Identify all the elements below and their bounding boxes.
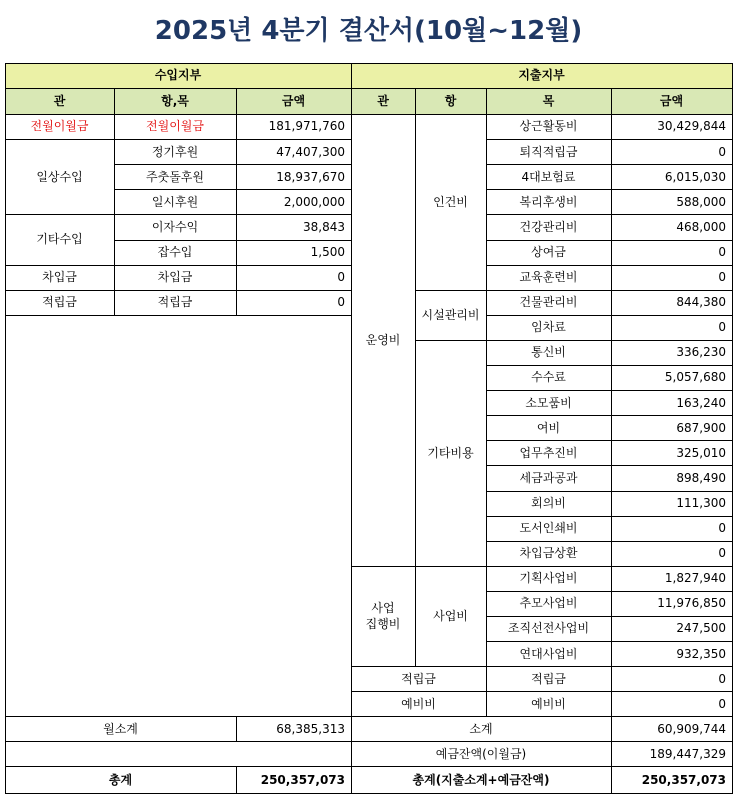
expense-mok-cell: 도서인쇄비 [519,521,578,536]
expense-col-header-kwan: 관 [351,88,415,114]
grid-line [5,139,352,140]
grid-line [415,340,733,341]
grid-line [236,766,237,794]
expense-section-header: 지출지부 [351,63,732,88]
expense-kwan-contingency: 예비비 [401,696,436,711]
income-amount-cell: 1,500 [310,244,345,259]
expense-amount-cell: 0 [718,546,726,561]
grid-line [486,265,733,266]
grid-line [486,641,733,642]
expense-mok-cell: 퇴직적립금 [519,144,578,159]
expense-mok-cell: 회의비 [531,495,566,510]
grid-line [486,591,733,592]
expense-amount-cell: 11,976,850 [657,596,726,611]
grid-line [486,189,733,190]
expense-mok-cell: 적립금 [531,671,566,686]
expense-amount-cell: 111,300 [676,495,726,510]
expense-mok-cell: 여비 [536,420,561,435]
expense-amount-cell: 0 [718,521,726,536]
grid-line [114,88,115,115]
expense-amount-cell: 0 [718,671,726,686]
income-hang-cell: 주춧돌후원 [146,169,204,184]
income-kwan-cell: 적립금 [42,295,77,310]
grid-line [351,566,733,567]
expense-mok-cell: 소모품비 [525,395,572,410]
grid-line [236,88,237,115]
expense-amount-cell: 0 [718,144,726,159]
expense-subtotal-value: 60,909,744 [657,721,726,736]
grid-line [486,214,733,215]
grid-line [486,465,733,466]
expense-mok-cell: 예비비 [531,696,566,711]
income-subtotal-value: 68,385,313 [276,721,345,736]
expense-kwan-business: 사업 집행비 [365,600,401,631]
grid-line [236,716,237,742]
income-hang-cell: 일시후원 [151,194,199,209]
grid-line [415,290,733,291]
expense-amount-cell: 844,380 [676,295,726,310]
income-hang-cell: 잡수입 [157,244,193,259]
grid-line [486,440,733,441]
expense-mok-cell: 추모사업비 [519,596,578,611]
income-kwan-cell: 차입금 [42,270,77,285]
expense-mok-cell: 건물관리비 [519,295,578,310]
grid-line [486,315,733,316]
grid-line [415,114,416,667]
grid-line [486,365,733,366]
grid-line [611,88,612,115]
grid-line [486,541,733,542]
grid-line [5,793,733,794]
expense-mok-cell: 교육훈련비 [519,270,578,285]
grid-line [486,390,733,391]
grid-line [486,164,733,165]
grid-line [351,666,733,667]
grid-line [5,716,733,717]
grid-line [486,240,733,241]
grid-line [5,63,6,794]
expense-mok-cell: 기획사업비 [519,571,578,586]
expense-amount-cell: 1,827,940 [664,571,726,586]
income-kwan-cell: 전월이월금 [30,119,89,134]
expense-balance-label: 예금잔액(이월금) [435,746,527,761]
grid-line [486,491,733,492]
expense-mok-cell: 업무추진비 [519,445,578,460]
expense-mok-cell: 조직선전사업비 [507,621,590,636]
expense-amount-cell: 325,010 [676,445,726,460]
income-section-header: 수입지부 [5,63,351,88]
expense-amount-cell: 468,000 [676,219,726,234]
income-amount-cell: 38,843 [303,219,345,234]
expense-mok-cell: 건강관리비 [519,219,578,234]
grid-line [5,214,352,215]
income-hang-cell: 전월이월금 [146,119,204,134]
income-amount-cell: 47,407,300 [276,144,345,159]
grid-line [486,139,733,140]
income-hang-cell: 이자수익 [151,219,199,234]
income-col-header-hangmok: 항,목 [114,88,236,114]
grid-line [5,63,733,64]
expense-hang-business: 사업비 [433,608,468,623]
grid-line [114,189,352,190]
grid-line [351,63,352,794]
grid-line [5,741,733,742]
expense-col-header-mok: 목 [486,88,611,114]
expense-col-header-hang: 항 [415,88,486,114]
expense-amount-cell: 898,490 [676,470,726,485]
expense-hang-other: 기타비용 [427,445,474,460]
income-total-value: 250,357,073 [260,772,345,787]
expense-mok-cell: 4대보험료 [521,169,576,184]
expense-mok-cell: 수수료 [531,370,566,385]
expense-amount-cell: 687,900 [676,420,726,435]
grid-line [5,265,352,266]
grid-line [114,240,352,241]
income-amount-cell: 18,937,670 [276,169,345,184]
grid-line [486,88,487,115]
expense-kwan-reserve: 적립금 [401,671,436,686]
expense-amount-cell: 247,500 [676,621,726,636]
expense-amount-cell: 30,429,844 [657,119,726,134]
grid-line [486,616,733,617]
expense-kwan-operating: 운영비 [365,332,401,347]
income-kwan-cell: 일상수입 [36,169,83,184]
income-col-header-amount: 금액 [236,88,351,114]
expense-amount-cell: 932,350 [676,646,726,661]
income-hang-cell: 정기후원 [151,144,199,159]
expense-amount-cell: 0 [718,696,726,711]
expense-amount-cell: 336,230 [676,345,726,360]
grid-line [486,415,733,416]
expense-amount-cell: 5,057,680 [664,370,726,385]
income-amount-cell: 181,971,760 [268,119,345,134]
income-kwan-cell: 기타수입 [36,232,83,247]
expense-hang-labor: 인건비 [433,194,468,209]
income-amount-cell: 2,000,000 [283,194,345,209]
income-amount-cell: 0 [337,270,345,285]
grid-line [114,164,352,165]
income-amount-cell: 0 [337,295,345,310]
expense-col-header-amount: 금액 [611,88,732,114]
grid-line [415,88,416,115]
expense-amount-cell: 6,015,030 [664,169,726,184]
expense-mok-cell: 상여금 [531,244,566,259]
income-subtotal-label: 월소계 [103,721,138,736]
grid-line [5,290,352,291]
expense-balance-value: 189,447,329 [649,746,726,761]
expense-amount-cell: 0 [718,320,726,335]
income-total-label: 총계 [108,772,133,787]
expense-mok-cell: 복리후생비 [519,194,578,209]
expense-mok-cell: 세금과공과 [519,470,578,485]
income-col-header-kwan: 관 [5,88,114,114]
expense-mok-cell: 임차료 [531,320,566,335]
grid-line [5,766,733,767]
income-hang-cell: 차입금 [157,270,193,285]
grid-line [611,716,612,794]
expense-mok-cell: 차입금상환 [519,546,578,561]
grid-line [732,63,733,794]
settlement-table [5,63,732,793]
expense-hang-facility: 시설관리비 [421,307,480,322]
expense-amount-cell: 0 [718,244,726,259]
page-title: 2025년 4분기 결산서(10월~12월) [154,16,583,46]
expense-mok-cell: 상근활동비 [519,119,578,134]
grid-line [5,315,352,316]
income-hang-cell: 적립금 [157,295,193,310]
expense-amount-cell: 588,000 [676,194,726,209]
expense-amount-cell: 163,240 [676,395,726,410]
grid-line [486,516,733,517]
expense-mok-cell: 연대사업비 [519,646,578,661]
expense-total-label: 총계(지출소계+예금잔액) [412,772,550,787]
expense-total-value: 250,357,073 [641,772,726,787]
expense-subtotal-label: 소계 [469,721,493,736]
expense-mok-cell: 통신비 [531,345,566,360]
expense-amount-cell: 0 [718,270,726,285]
grid-line [351,691,733,692]
